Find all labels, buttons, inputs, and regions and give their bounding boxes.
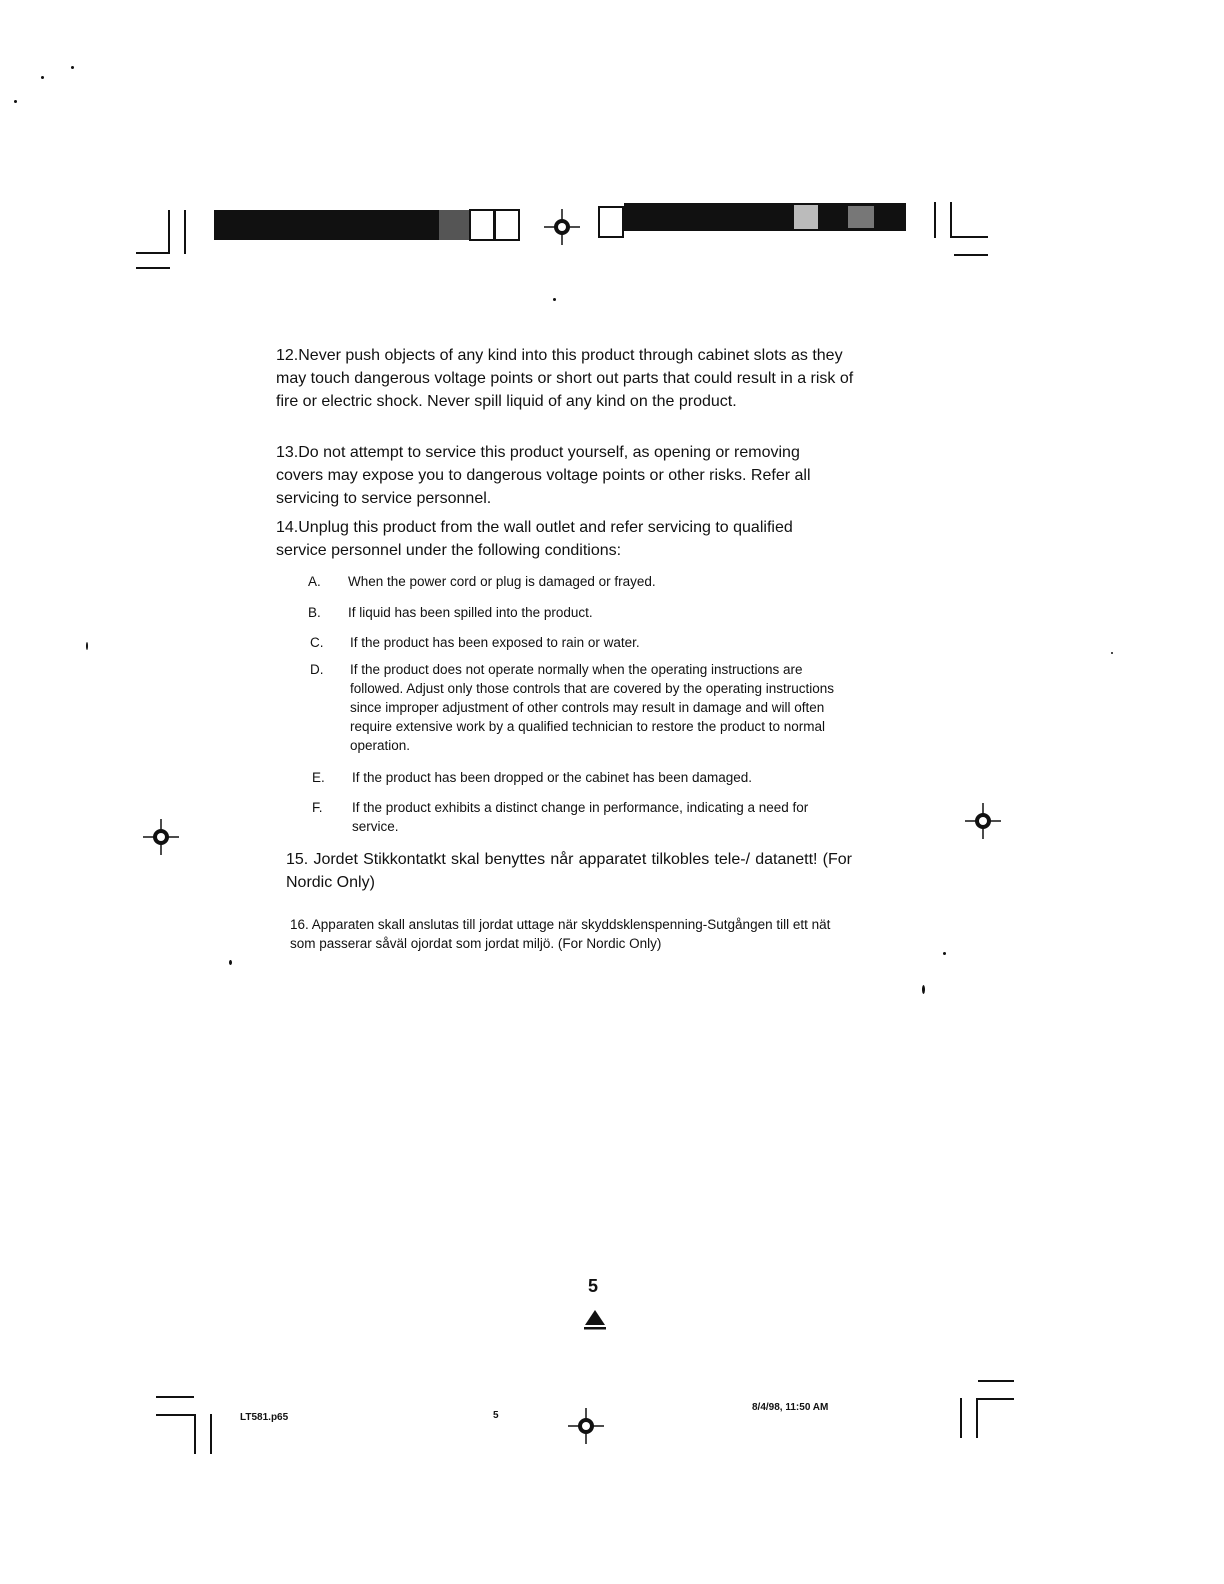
scan-speck — [922, 985, 925, 994]
condition-text: If the product has been dropped or the cabinet has been damaged. — [352, 770, 753, 785]
item-text: Apparaten skall anslutas till jordat uttage när skyddsklenspenning-Sutgången till ett nät som passerar såväl ojordat som jordat miljö. (For Nordic Only) — [290, 917, 831, 951]
scan-speck — [71, 66, 74, 69]
color-bar-right-patch-2 — [848, 206, 874, 228]
color-bar-right-patch — [794, 205, 818, 229]
condition-text: When the power cord or plug is damaged or frayed. — [348, 574, 656, 589]
item-number: 12. — [276, 347, 299, 364]
item-text: Jordet Stikkontatkt skal benyttes når apparatet tilkobles tele-/ datanett! (For Nordic Only) — [286, 851, 853, 891]
scan-speck — [86, 642, 88, 650]
item-text: Do not attempt to service this product yourself, as opening or removing covers may expose you to dangerous voltage points or other risks. Refer all servicing to service personnel. — [276, 444, 811, 507]
calibration-box-1 — [469, 209, 495, 241]
registration-mark-icon — [568, 1408, 604, 1444]
scan-speck — [1111, 652, 1113, 654]
condition-letter: D. — [310, 662, 324, 677]
footer-filename: LT581.p65 — [240, 1412, 289, 1423]
nordic-notice-15 — [286, 848, 852, 894]
instruction-item-12 — [276, 344, 866, 413]
item-number: 16. — [290, 917, 309, 932]
condition-letter: C. — [310, 635, 324, 650]
registration-mark-icon — [965, 803, 1001, 839]
page-number: 5 — [587, 1276, 598, 1296]
instruction-item-14 — [276, 516, 816, 562]
item-number: 15. — [286, 851, 309, 868]
registration-mark-icon — [143, 819, 179, 855]
condition-letter: B. — [308, 605, 321, 620]
item-text: Unplug this product from the wall outlet and refer servicing to qualified service personnel under the following conditions: — [276, 519, 793, 559]
calibration-box-3 — [598, 206, 624, 238]
registration-mark-icon — [544, 209, 580, 245]
calibration-box-2 — [494, 209, 520, 241]
color-bar-left — [214, 210, 439, 240]
nordic-notice-16 — [290, 915, 856, 953]
item-number: 13. — [276, 444, 299, 461]
scan-speck — [41, 76, 44, 79]
condition-text: If liquid has been spilled into the product. — [348, 605, 593, 620]
footer-timestamp: 8/4/98, 11:50 AM — [752, 1402, 829, 1413]
footer-page: 5 — [493, 1410, 499, 1421]
condition-text: If the product has been exposed to rain or water. — [350, 635, 640, 650]
instruction-item-13 — [276, 441, 816, 510]
color-bar-left-tail — [439, 210, 469, 240]
up-triangle-icon — [583, 1309, 607, 1331]
condition-letter: E. — [312, 770, 325, 785]
scan-speck — [943, 952, 946, 955]
scan-speck — [14, 100, 17, 103]
condition-letter: F. — [312, 800, 323, 815]
scan-speck — [229, 960, 232, 965]
scan-speck — [553, 298, 556, 301]
condition-letter: A. — [308, 574, 321, 589]
condition-text: If the product exhibits a distinct change in performance, indicating a need for service. — [352, 800, 809, 834]
condition-text: If the product does not operate normally when the operating instructions are followed. Adjust only those controls that are covered by the operating instructions since improper adjustment of other controls may result in damage and will often require extensive work by a qualified technician to restore the product to normal operation. — [350, 662, 835, 753]
item-text: Never push objects of any kind into this product through cabinet slots as they may touch dangerous voltage points or short out parts that could result in a risk of fire or electric shock. Never spill liquid of any kind on the product. — [276, 347, 854, 410]
item-number: 14. — [276, 519, 299, 536]
